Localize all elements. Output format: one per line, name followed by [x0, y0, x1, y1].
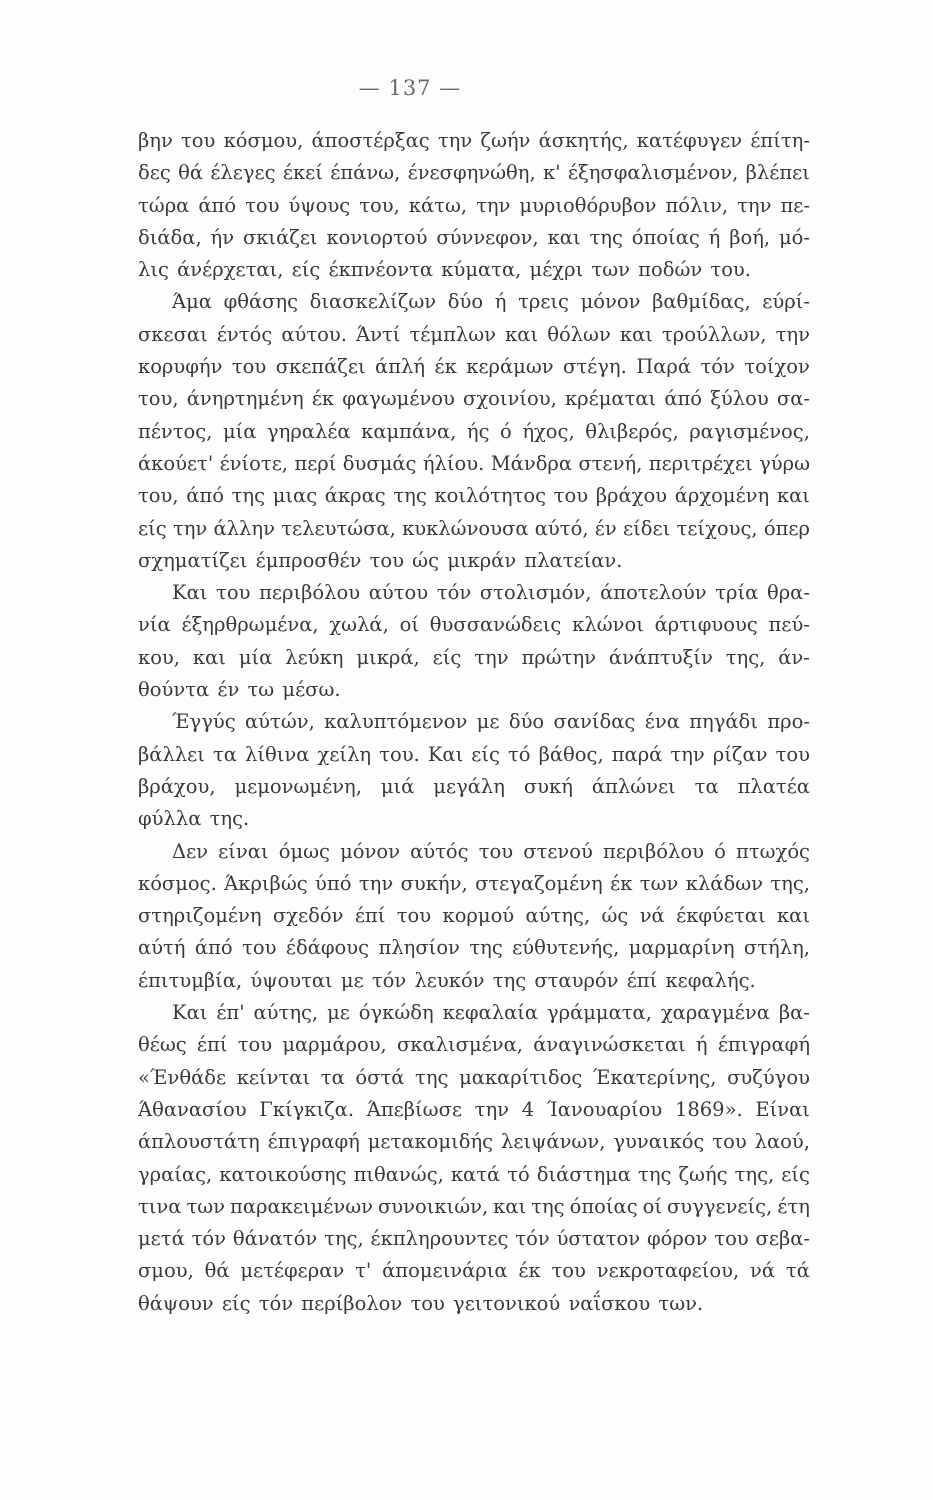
text-line: δες θά έλεγες έκεί έπάνω, ένεσφηνώθη, κ' έξησφαλισμένον, βλέπει: [138, 161, 810, 185]
text-line: θούντα έν τω μέσω.: [138, 678, 341, 702]
text-line: κορυφήν του σκεπάζει άπλή έκ κεράμων στέγη. Παρά τόν τοίχον: [138, 355, 810, 379]
text-line: θάψουν είς τόν περίβολον του γειτονικού ναΐσκου των.: [138, 1291, 704, 1315]
text-line: τώρα άπό του ύψους του, κάτω, την μυριοθόρυβον πόλιν, την πε-: [138, 193, 810, 217]
text-line: Και του περιβόλου αύτου τόν στολισμόν, άποτελούν τρία θρα-: [172, 581, 810, 605]
text-line: έπιτυμβία, ύψουται με τόν λευκόν της σταυρόν έπί κεφαλής.: [138, 968, 756, 992]
text-line: μετά τόν θάνατόν της, έκπληρουντες τόν ύστατον φόρον του σεβα-: [138, 1227, 810, 1251]
text-line: σκεσαι έντός αύτου. Άντί τέμπλων και θόλων και τρούλλων, την: [138, 322, 810, 346]
text-line: Έγγύς αύτών, καλυπτόμενον με δύο σανίδας ένα πηγάδι προ-: [172, 710, 810, 734]
text-line: είς την άλλην τελευτώσα, κυκλώνουσα αύτό, έν είδει τείχους, όπερ: [138, 516, 810, 540]
text-line: άκούετ' ένίοτε, περί δυσμάς ήλίου. Μάνδρα στενή, περιτρέχει γύρω: [138, 451, 810, 475]
text-line: στηριζομένη σχεδόν έπί του κορμού αύτης, ώς νά έκφύεται και: [138, 904, 810, 928]
text-line: «Ένθάδε κείνται τα όστά της μακαρίτιδος Έκατερίνης, συζύγου: [138, 1065, 810, 1089]
text-line: βην του κόσμου, άποστέρξας την ζωήν άσκητής, κατέφυγεν έπίτη-: [138, 129, 810, 152]
text-line: αύτή άπό του έδάφους πλησίον της εύθυτενής, μαρμαρίνη στήλη,: [138, 936, 810, 960]
text-line: κόσμος. Άκριβώς ύπό την συκήν, στεγαζομένη έκ των κλάδων της,: [138, 871, 810, 895]
text-line: βράχου, μεμονωμένη, μιά μεγάλη συκή άπλώνει τα πλατέα: [138, 774, 810, 798]
text-line: άπλουστάτη έπιγραφή μετακομιδής λειψάνων, γυναικός του λαού,: [138, 1130, 810, 1154]
text-line: Δεν είναι όμως μόνον αύτός του στενού περιβόλου ό πτωχός: [172, 839, 810, 863]
text-line: σμου, θά μετέφεραν τ' άπομεινάρια έκ του νεκροταφείου, νά τά: [138, 1259, 810, 1283]
text-line: φύλλα της.: [138, 807, 250, 831]
text-line: θέως έπί του μαρμάρου, σκαλισμένα, άναγινώσκεται ή έπιγραφή: [138, 1033, 810, 1057]
text-line: Άθανασίου Γκίγκιζα. Άπεβίωσε την 4 Ίανουαρίου 1869». Είναι: [138, 1097, 810, 1121]
text-line: του, άνηρτημένη έκ φαγωμένου σχοινίου, κρέμαται άπό ξύλου σα-: [138, 387, 810, 411]
text-line: του, άπό της μιας άκρας της κοιλότητος του βράχου άρχομένη και: [138, 484, 810, 508]
text-line: γραίας, κατοικούσης πιθανώς, κατά τό διάστημα της ζωής της, είς: [138, 1162, 810, 1186]
text-line: Και έπ' αύτης, με όγκώδη κεφαλαία γράμματα, χαραγμένα βα-: [172, 1001, 810, 1025]
text-line: τινα των παρακειμένων συνοικιών, και της όποίας οί συγγενείς, έτη: [138, 1194, 810, 1218]
text-line: κου, και μία λεύκη μικρά, είς την πρώτην άνάπτυξίν της, άν-: [138, 645, 810, 669]
text-line: λις άνέρχεται, είς έκπνέοντα κύματα, μέχρι των ποδών του.: [138, 258, 751, 282]
text-line: σχηματίζει έμπροσθέν του ώς μικράν πλατείαν.: [138, 548, 623, 572]
text-line: νία έξηρθρωμένα, χωλά, οί θυσσανώδεις κλώνοι άρτιφυους πεύ-: [138, 613, 810, 637]
body-text: [138, 125, 810, 1320]
text-line: πέντος, μία γηραλέα καμπάνα, ής ό ήχος, θλιβερός, ραγισμένος,: [138, 419, 810, 443]
text-line: Άμα φθάσης διασκελίζων δύο ή τρεις μόνον βαθμίδας, εύρί-: [172, 290, 810, 314]
text-line: βάλλει τα λίθινα χείλη του. Και είς τό βάθος, παρά την ρίζαν του: [138, 742, 810, 766]
text-line: διάδα, ήν σκιάζει κονιορτού σύννεφον, και της όποίας ή βοή, μό-: [138, 225, 810, 249]
page-number: — 137 —: [358, 76, 462, 100]
